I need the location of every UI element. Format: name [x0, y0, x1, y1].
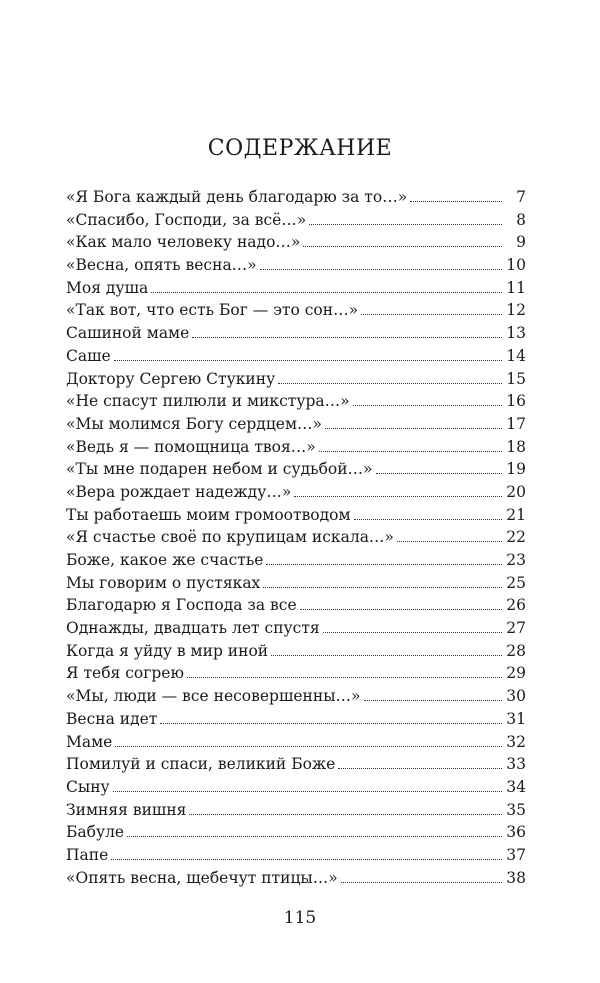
toc-entry-title: «Так вот, что есть Бог — это сон…» [66, 301, 359, 320]
toc-entry-page: 21 [506, 505, 526, 524]
toc-dot-leader [354, 519, 502, 520]
toc-dot-leader [300, 609, 502, 610]
toc-dot-leader [189, 814, 502, 815]
toc-dot-leader [260, 269, 502, 270]
toc-entry-title: «Я Бога каждый день благодарю за то…» [66, 188, 408, 206]
toc-entry-page: 20 [506, 482, 526, 501]
toc-dot-leader [303, 246, 502, 247]
toc-entry-title: «Я счастье своё по крупицам искала…» [66, 528, 394, 547]
toc-entry-title: Бабуле [66, 823, 125, 842]
page-number: 115 [283, 908, 317, 928]
toc-entry-page: 30 [506, 687, 526, 706]
toc-entry-title: Зимняя вишня [66, 800, 187, 819]
toc-entry [66, 799, 526, 822]
toc-entry-page: 32 [506, 732, 526, 751]
toc-dot-leader [309, 224, 502, 225]
toc-entry-page: 27 [506, 619, 526, 638]
toc-entry-title: «Как мало человеку надо…» [66, 233, 301, 252]
toc-entry-title: «Ведь я — помощница твоя…» [66, 437, 316, 456]
toc-entry-page: 22 [506, 528, 526, 547]
toc-entry-page: 13 [506, 324, 526, 343]
toc-entry [66, 481, 526, 504]
toc-entry [66, 413, 526, 436]
toc-dot-leader [151, 292, 502, 293]
toc-dot-leader [397, 541, 502, 542]
toc-entry-page: 7 [516, 188, 526, 206]
toc-entry [66, 186, 526, 209]
toc-entry-title: «Не спасут пилюли и микстура…» [66, 392, 350, 411]
toc-entry-page: 29 [506, 664, 526, 683]
toc-entry-page: 14 [506, 346, 526, 365]
toc-dot-leader [294, 496, 502, 497]
toc-dot-leader [113, 791, 502, 792]
toc-entry-title: Однажды, двадцать лет спустя [66, 619, 320, 638]
toc-entry [66, 231, 526, 254]
toc-entry [66, 345, 526, 368]
toc-dot-leader [323, 632, 502, 633]
toc-entry [66, 685, 526, 708]
toc-entry [66, 594, 526, 617]
toc-entry [66, 254, 526, 277]
toc-entry-title: Благодарю я Господа за все [66, 596, 297, 615]
toc-dot-leader [278, 383, 502, 384]
toc-entry-page: 12 [506, 301, 526, 320]
toc-entry-title: Доктору Сергею Стукину [66, 369, 276, 388]
toc-entry-title: «Ты мне подарен небом и судьбой…» [66, 460, 373, 479]
toc-entry [66, 662, 526, 685]
toc-entry [66, 844, 526, 867]
toc-dot-leader [111, 859, 502, 860]
toc-entry [66, 640, 526, 663]
toc-entry [66, 867, 526, 890]
toc-dot-leader [364, 700, 502, 701]
toc-entry-page: 35 [506, 800, 526, 819]
toc-entry-title: Сашиной маме [66, 324, 190, 343]
toc-entry-title: Саше [66, 346, 111, 365]
toc-entry-page: 37 [506, 845, 526, 864]
toc-dot-leader [271, 655, 502, 656]
toc-entry-title: «Мы, люди — все несовершенны…» [66, 687, 361, 706]
toc-entry-page: 34 [506, 777, 526, 796]
toc-dot-leader [187, 677, 502, 678]
toc-dot-leader [376, 473, 502, 474]
toc-entry-page: 15 [506, 369, 526, 388]
toc-entry-title: Маме [66, 732, 113, 751]
toc-entry-title: «Спасибо, Господи, за всё…» [66, 210, 307, 229]
toc-entry-title: Моя душа [66, 278, 149, 297]
toc-dot-leader [263, 587, 502, 588]
toc-dot-leader [325, 428, 502, 429]
toc-entry-page: 11 [506, 278, 526, 297]
toc-entry [66, 753, 526, 776]
page-title: СОДЕРЖАНИЕ [207, 136, 393, 161]
toc-entry-page: 10 [506, 256, 526, 275]
toc-entry-page: 8 [516, 210, 526, 229]
toc-entry-page: 25 [506, 573, 526, 592]
toc-entry-page: 31 [506, 709, 526, 728]
toc-entry-title: Боже, какое же счастье [66, 551, 264, 569]
toc-entry [66, 277, 526, 300]
toc-entry [66, 299, 526, 322]
toc-dot-leader [160, 723, 502, 724]
toc-entry [66, 368, 526, 391]
toc-entry [66, 209, 526, 232]
toc-entry-page: 28 [506, 641, 526, 660]
toc-dot-leader [361, 314, 502, 315]
toc-entry-page: 18 [506, 437, 526, 456]
toc-entry [66, 458, 526, 481]
toc-entry-page: 23 [506, 551, 526, 569]
toc-dot-leader [192, 337, 502, 338]
toc-entry-title: Весна идет [66, 709, 158, 728]
toc-entry [66, 436, 526, 459]
toc-entry-page: 16 [506, 392, 526, 411]
toc-dot-leader [127, 836, 502, 837]
toc-entry-title: Помилуй и спаси, великий Боже [66, 755, 336, 774]
toc-entry-title: Я тебя согрею [66, 664, 184, 683]
toc-entry [66, 776, 526, 799]
toc-entry-title: «Мы молимся Богу сердцем…» [66, 414, 323, 433]
toc-entry-page: 19 [506, 460, 526, 479]
toc-entry-title: Когда я уйду в мир иной [66, 641, 269, 660]
toc-entry-page: 26 [506, 596, 526, 615]
table-of-contents [66, 186, 526, 889]
toc-entry-page: 36 [506, 823, 526, 842]
toc-entry [66, 708, 526, 731]
toc-entry-title: «Опять весна, щебечут птицы…» [66, 868, 338, 887]
toc-entry [66, 821, 526, 844]
toc-dot-leader [353, 405, 502, 406]
toc-entry-title: «Вера рождает надежду…» [66, 482, 292, 501]
toc-entry [66, 549, 526, 572]
toc-entry [66, 572, 526, 595]
toc-entry-title: Папе [66, 845, 109, 864]
toc-entry [66, 504, 526, 527]
toc-dot-leader [115, 746, 502, 747]
toc-entry-page: 38 [506, 868, 526, 887]
toc-dot-leader [319, 451, 502, 452]
toc-entry-title: Сыну [66, 777, 110, 796]
toc-entry [66, 390, 526, 413]
toc-entry-page: 17 [506, 414, 526, 433]
toc-entry-page: 33 [506, 755, 526, 774]
toc-entry-title: Ты работаешь моим громоотводом [66, 505, 351, 524]
toc-entry [66, 322, 526, 345]
toc-dot-leader [114, 360, 502, 361]
toc-dot-leader [338, 768, 502, 769]
toc-entry [66, 526, 526, 549]
toc-dot-leader [341, 882, 502, 883]
toc-entry [66, 731, 526, 754]
toc-entry-title: «Весна, опять весна…» [66, 256, 257, 275]
toc-entry [66, 617, 526, 640]
toc-entry-page: 9 [516, 233, 526, 252]
toc-entry-title: Мы говорим о пустяках [66, 573, 261, 592]
toc-dot-leader [266, 564, 502, 565]
toc-dot-leader [410, 201, 502, 202]
